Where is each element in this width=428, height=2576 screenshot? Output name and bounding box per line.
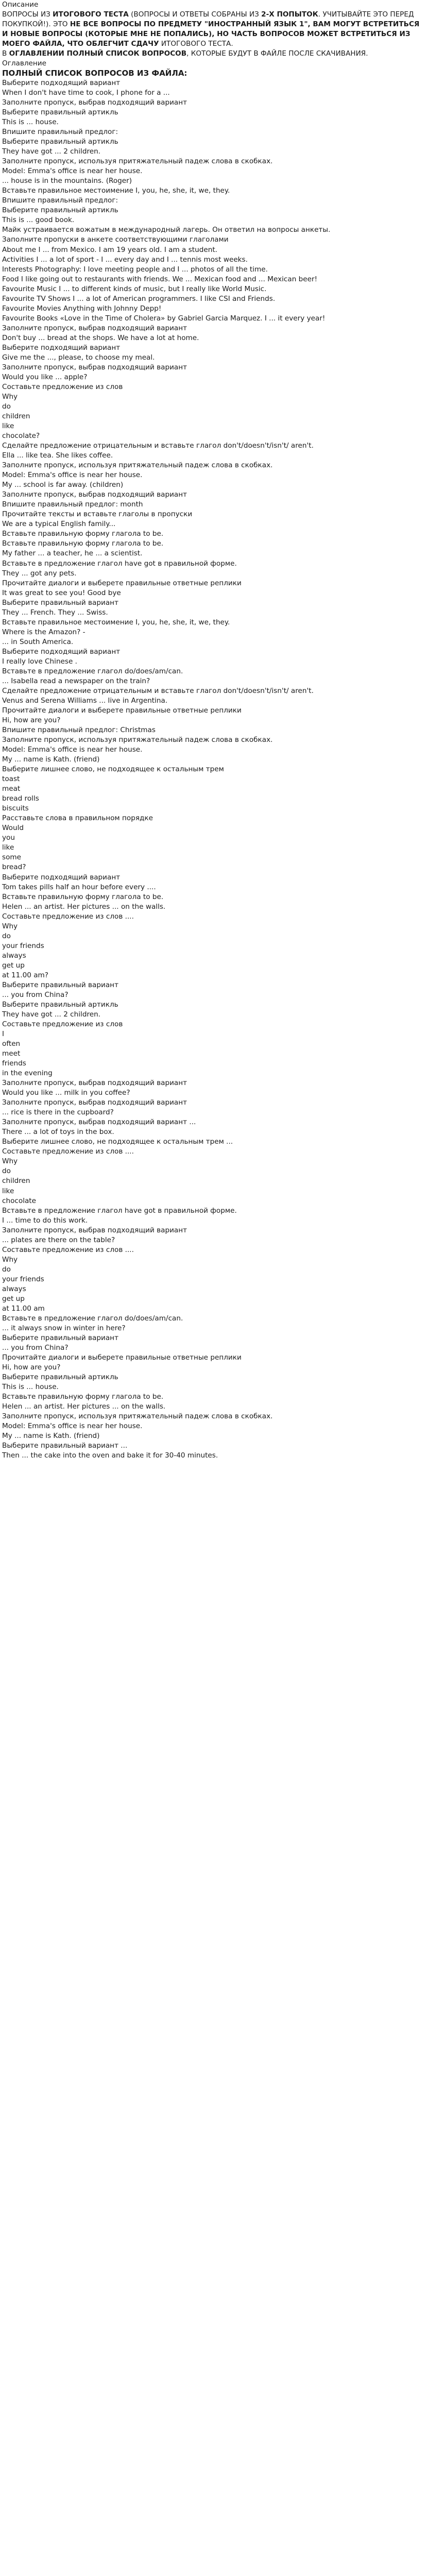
intro-emphasis: ИТОГОВОГО ТЕСТА — [53, 10, 129, 19]
question-line: do — [2, 1167, 11, 1176]
question-line: Выберите лишнее слово, не подходящее к остальным трем — [2, 765, 224, 774]
question-line: Заполните пропуск, выбрав подходящий вариант — [2, 363, 187, 371]
intro-text: ВОПРОСЫ ИЗ — [2, 10, 53, 19]
question-line: Выберите правильный артикль — [2, 206, 118, 215]
question-line: Then ... the cake into the oven and bake it for 30-40 minutes. — [2, 1451, 218, 1460]
question-line: always — [2, 951, 26, 960]
question-line: Вставьте правильную форму глагола to be. — [2, 892, 164, 901]
question-line: Выберите правильный вариант — [2, 980, 118, 989]
question-line: Activities I ... a lot of sport - I ... every day and I ... tennis most weeks. — [2, 255, 248, 264]
intro-text: . УЧИТЫВАЙТЕ ЭТО ПЕРЕД ПОКУПКОЙ!). ЭТО — [2, 10, 414, 29]
question-line: Выберите лишнее слово, не подходящее к остальным трем ... — [2, 1138, 233, 1146]
question-line: always — [2, 1284, 26, 1293]
question-line: ... Isabella read a newspaper on the train? — [2, 676, 150, 685]
question-line: Вставьте правильное местоимение I, you, he, she, it, we, they. — [2, 187, 230, 195]
question-line: Hi, how are you? — [2, 716, 61, 724]
question-line: meet — [2, 1049, 21, 1058]
question-line: Ella ... like tea. She likes coffee. — [2, 451, 113, 460]
question-line: Заполните пропуск, выбрав подходящий вариант — [2, 98, 187, 107]
question-list — [2, 78, 426, 1461]
question-line: Заполните пропуск, выбрав подходящий вариант — [2, 1226, 187, 1234]
question-line: Выберите подходящий вариант — [2, 873, 121, 882]
question-line: like — [2, 422, 14, 431]
question-line: When I don't have time to cook, I phone for a ... — [2, 89, 170, 97]
question-line: Сделайте предложение отрицательным и вставьте глагол don't/doesn't/isn't/ aren't. — [2, 686, 314, 695]
question-line: Выберите подходящий вариант — [2, 343, 121, 352]
question-line: Favourite Books «Love in the Time of Cholera» by Gabriel Garcia Marquez. I ... it every year! — [2, 314, 326, 323]
question-line: Выберите правильный артикль — [2, 138, 118, 146]
intro-emphasis: НЕ ВСЕ ВОПРОСЫ ПО ПРЕДМЕТУ "ИНОСТРАННЫЙ ЯЗЫК 1", ВАМ МОГУТ ВСТРЕТИТЬСЯ И НОВЫЕ ВОПРОСЫ (КОТОРЫЕ МНЕ НЕ ПОПАЛИСЬ), НО ЧАСТЬ ВОПРОСОВ МОЖЕТ ВСТРЕТИТЬСЯ ИЗ МОЕГО ФАЙЛА, ЧТО ОБЛЕГЧИТ СДАЧУ — [2, 20, 420, 48]
question-line: friends — [2, 1059, 26, 1068]
questions-heading: ПОЛНЫЙ СПИСОК ВОПРОСОВ ИЗ ФАЙЛА: — [2, 69, 187, 78]
question-line: Вставьте правильную форму глагола to be. — [2, 530, 164, 538]
question-line: Выберите правильный артикль — [2, 1373, 118, 1382]
question-line: Выберите правильный вариант — [2, 1333, 118, 1342]
question-line: Выберите правильный вариант ... — [2, 1442, 128, 1450]
question-line: Выберите подходящий вариант — [2, 78, 121, 87]
question-line: meat — [2, 785, 21, 793]
question-line: do — [2, 1265, 11, 1274]
question-line: Заполните пропуск, выбрав подходящий вариант — [2, 1098, 187, 1107]
question-line: Расставьте слова в правильном порядке — [2, 814, 153, 823]
question-line: chocolate? — [2, 432, 40, 440]
question-line: I ... time to do this work. — [2, 1216, 88, 1225]
question-line: some — [2, 853, 22, 862]
question-line: chocolate — [2, 1196, 36, 1205]
question-line: Give me the ..., please, to choose my meal. — [2, 353, 155, 362]
question-line: Why — [2, 922, 18, 930]
question-line: Hi, how are you? — [2, 1363, 61, 1372]
question-line: Model: Emma's office is near her house. — [2, 1422, 143, 1431]
question-line: children — [2, 1177, 30, 1185]
question-line: biscuits — [2, 804, 29, 813]
question-line: Составьте предложение из слов .... — [2, 1245, 134, 1254]
question-line: Вставьте правильную форму глагола to be. — [2, 539, 164, 548]
question-line: Впишите правильный предлог: Christmas — [2, 726, 156, 735]
question-line: you — [2, 834, 15, 842]
question-line: ... rice is there in the cupboard? — [2, 1108, 114, 1117]
question-line: Вставьте правильную форму глагола to be. — [2, 1393, 164, 1401]
question-line: often — [2, 1040, 21, 1048]
question-line: ... in South America. — [2, 637, 74, 646]
question-line: ... house is in the mountains. (Roger) — [2, 177, 132, 185]
question-line: your friends — [2, 941, 44, 950]
question-line: Заполните пропуск, используя притяжательный падеж слова в скобках. — [2, 1412, 273, 1421]
question-line: Заполните пропуск, выбрав подходящий вариант — [2, 1079, 187, 1088]
question-line: I — [2, 1030, 5, 1038]
question-line: Why — [2, 1255, 18, 1264]
question-line: Составьте предложение из слов .... — [2, 1147, 134, 1156]
question-line: Why — [2, 392, 18, 401]
intro-text: В — [2, 49, 9, 58]
question-line: Favourite Movies Anything with Johnny Depp! — [2, 304, 162, 313]
question-line: Заполните пропуски в анкете соответствующими глаголами — [2, 235, 229, 244]
question-line: Вставьте в предложение глагол do/does/am/can. — [2, 667, 183, 675]
question-line: Helen ... an artist. Her pictures ... on the walls. — [2, 902, 166, 911]
question-line: ... it always snow in winter in here? — [2, 1324, 126, 1332]
question-line: Заполните пропуск, выбрав подходящий вариант — [2, 490, 187, 499]
question-line: bread rolls — [2, 794, 39, 803]
question-line: This is ... house. — [2, 1383, 59, 1392]
question-line: get up — [2, 1294, 25, 1303]
question-line: They have got ... 2 children. — [2, 1010, 101, 1019]
question-line: It was great to see you! Good bye — [2, 588, 121, 597]
question-line: Выберите правильный вариант — [2, 598, 118, 607]
question-line: do — [2, 931, 11, 940]
question-line: They ... got any pets. — [2, 569, 77, 578]
question-line: Составьте предложение из слов — [2, 1020, 123, 1028]
question-line: Favourite TV Shows I ... a lot of American programmers. I like CSI and Friends. — [2, 294, 276, 303]
question-line: children — [2, 412, 30, 421]
question-line: like — [2, 1187, 14, 1195]
question-line: ... you from China? — [2, 1344, 69, 1352]
description-label: Описание — [2, 1, 39, 9]
question-line: Заполните пропуск, используя притяжательный падеж слова в скобках. — [2, 461, 273, 470]
question-line: Вставьте в предложение глагол have got в правильной форме. — [2, 1206, 237, 1215]
question-line: Venus and Serena Williams ... live in Argentina. — [2, 696, 168, 705]
question-line: Would you like ... apple? — [2, 372, 88, 381]
question-line: do — [2, 402, 11, 411]
question-line: Впишите правильный предлог: month — [2, 500, 143, 509]
toc-note-paragraph — [2, 49, 426, 59]
question-line: Where is the Amazon? - — [2, 628, 85, 636]
question-line: like — [2, 843, 14, 852]
question-line: Favourite Music I ... to different kinds of music, but I really like World Music. — [2, 284, 267, 293]
question-line: your friends — [2, 1275, 44, 1283]
question-line: Would — [2, 824, 24, 833]
question-line: Заполните пропуск, выбрав подходящий вариант — [2, 324, 187, 332]
question-line: Составьте предложение из слов .... — [2, 912, 134, 921]
question-line: Прочитайте тексты и вставьте глаголы в пропуски — [2, 510, 193, 519]
toc-label: Оглавление — [2, 59, 47, 68]
question-line: Вставьте в предложение глагол do/does/am/can. — [2, 1314, 183, 1323]
question-line: bread? — [2, 863, 26, 872]
intro-text: ИТОГОВОГО ТЕСТА. — [159, 40, 233, 48]
question-line: ... you from China? — [2, 990, 69, 999]
question-line: Заполните пропуск, выбрав подходящий вариант ... — [2, 1118, 196, 1127]
question-line: at 11.00 am? — [2, 971, 49, 979]
question-line: Вставьте правильное местоимение I, you, he, she, it, we, they. — [2, 618, 230, 626]
question-line: They ... French. They ... Swiss. — [2, 608, 108, 617]
question-line: toast — [2, 775, 20, 784]
question-line: Food I like going out to restaurants with friends. We ... Mexican food and ... Mexican beer! — [2, 275, 318, 283]
intro-text: (ВОПРОСЫ И ОТВЕТЫ СОБРАНЫ ИЗ — [128, 10, 262, 19]
question-line: Выберите подходящий вариант — [2, 647, 121, 656]
question-line: Прочитайте диалоги и выберете правильные ответные реплики — [2, 706, 242, 715]
question-line: Выберите правильный артикль — [2, 1000, 118, 1009]
question-line: This is ... house. — [2, 118, 59, 127]
question-line: Майк устраивается вожатым в международный лагерь. Он ответил на вопросы анкеты. — [2, 226, 331, 234]
question-line: About me I ... from Mexico. I am 19 years old. I am a student. — [2, 245, 217, 254]
question-line: Tom takes pills half an hour before every .... — [2, 883, 156, 891]
question-line: Заполните пропуск, используя притяжательный падеж слова в скобках. — [2, 736, 273, 744]
question-line: get up — [2, 961, 25, 970]
question-line: Составьте предложение из слов — [2, 382, 123, 391]
question-line: My ... name is Kath. (friend) — [2, 1432, 100, 1440]
question-line: Helen ... an artist. Her pictures ... on the walls. — [2, 1402, 166, 1411]
question-line: ... plates are there on the table? — [2, 1235, 115, 1244]
question-line: Прочитайте диалоги и выберете правильные ответные реплики — [2, 1353, 242, 1362]
question-line: Заполните пропуск, используя притяжательный падеж слова в скобках. — [2, 157, 273, 166]
question-line: at 11.00 am — [2, 1304, 45, 1313]
question-line: My ... school is far away. (children) — [2, 481, 124, 489]
question-line: Впишите правильный предлог: — [2, 196, 118, 205]
question-line: Сделайте предложение отрицательным и вставьте глагол don't/doesn't/isn't/ aren't. — [2, 442, 314, 450]
intro-paragraph — [2, 10, 426, 49]
question-line: My father ... a teacher, he ... a scientist. — [2, 549, 143, 558]
question-line: Why — [2, 1157, 18, 1166]
question-line: Вставьте в предложение глагол have got в правильной форме. — [2, 559, 237, 568]
question-line: I really love Chinese . — [2, 657, 78, 666]
question-line: We are a typical English family... — [2, 520, 116, 529]
question-line: Прочитайте диалоги и выберете правильные ответные реплики — [2, 579, 242, 587]
question-line: This is ... good book. — [2, 216, 75, 225]
question-line: There ... a lot of toys in the box. — [2, 1128, 114, 1137]
question-line: Model: Emma's office is near her house. — [2, 745, 143, 754]
question-line: They have got ... 2 children. — [2, 147, 101, 156]
question-line: Model: Emma's office is near her house. — [2, 471, 143, 480]
question-line: Don't buy ... bread at the shops. We have a lot at home. — [2, 333, 199, 342]
question-line: in the evening — [2, 1069, 53, 1078]
question-line: Interests Photography: I love meeting people and I ... photos of all the time. — [2, 265, 268, 274]
question-line: My ... name is Kath. (friend) — [2, 755, 100, 764]
intro-emphasis: 2-Х ПОПЫТОК — [261, 10, 318, 19]
question-line: Model: Emma's office is near her house. — [2, 167, 143, 176]
intro-text: , КОТОРЫЕ БУДУТ В ФАЙЛЕ ПОСЛЕ СКАЧИВАНИЯ. — [186, 49, 368, 58]
question-line: Впишите правильный предлог: — [2, 128, 118, 137]
intro-emphasis: ОГЛАВЛЕНИИ ПОЛНЫЙ СПИСОК ВОПРОСОВ — [9, 49, 187, 58]
question-line: Выберите правильный артикль — [2, 108, 118, 117]
question-line: Would you like ... milk in you coffee? — [2, 1089, 130, 1097]
